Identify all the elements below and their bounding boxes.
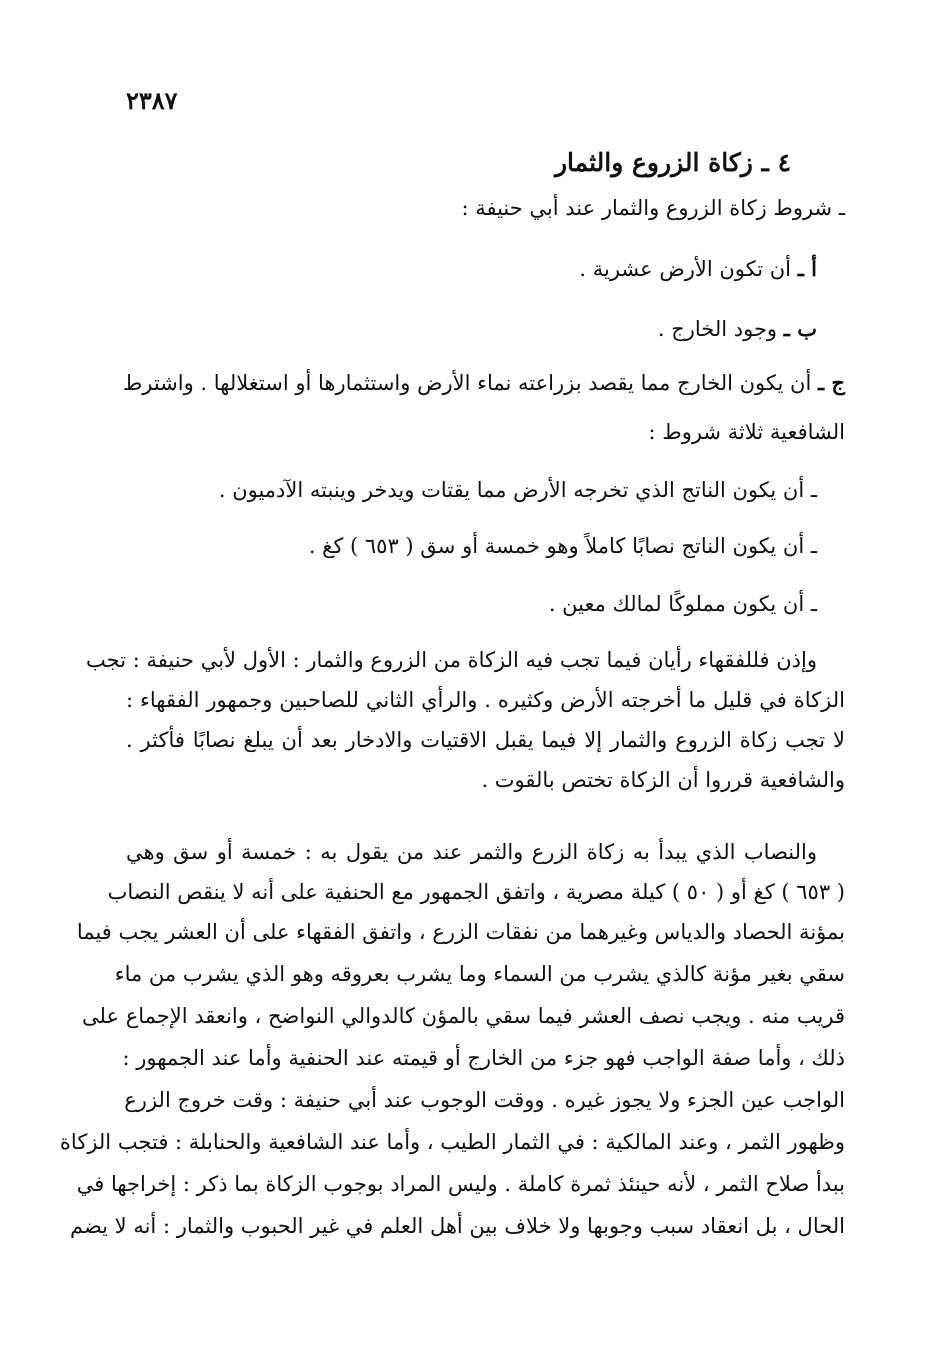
paragraph-line: سقي بغير مؤنة كالذي يشرب من السماء وما يشرب بعروقه وهو الذي يشرب من ماء [114, 962, 845, 986]
condition-text: أن يكون الخارج مما يقصد بزراعته نماء الأرض واستثمارها أو استغلالها . واشترط [122, 371, 812, 395]
condition-text: أن تكون الأرض عشرية . [579, 257, 791, 281]
paragraph-line: الزكاة في قليل ما أخرجته الأرض وكثيره . والرأي الثاني للصاحبين وجمهور الفقهاء : [126, 688, 845, 712]
paragraph-line: الحال ، بل انعقاد سبب وجوبها ولا خلاف بين أهل العلم في غير الحبوب والثمار : أنه لا يضم [69, 1214, 845, 1238]
condition-item-a [579, 256, 817, 281]
condition-prefix: أ ـ [797, 256, 817, 281]
shafii-condition-3: ـ أن يكون مملوكًا لمالك معين . [548, 592, 817, 616]
condition-prefix: ج ـ [817, 370, 845, 395]
page-number: ٢٣٨٧ [126, 86, 178, 115]
conditions-intro: ـ شروط زكاة الزروع والثمار عند أبي حنيفة : [461, 196, 845, 220]
paragraph-line: والشافعية قرروا أن الزكاة تختص بالقوت . [481, 768, 845, 792]
section-title: ٤ ـ زكاة الزروع والثمار [554, 148, 791, 177]
paragraph-line: بمؤنة الحصاد والدياس وغيرهما من نفقات الزرع ، واتفق الفقهاء على أن العشر يجب فيما [76, 920, 845, 944]
shafii-condition-2: ـ أن يكون الناتج نصابًا كاملاً وهو خمسة أو سق ( ٦٥٣ ) كغ . [308, 534, 817, 558]
condition-item-c [122, 370, 845, 395]
paragraph-line: وإذن فللفقهاء رأيان فيما تجب فيه الزكاة من الزروع والثمار : الأول لأبي حنيفة : تجب [86, 648, 817, 672]
condition-item-b [658, 316, 817, 341]
paragraph-line: قريب منه . ويجب نصف العشر فيما سقي بالمؤن كالدوالي النواضح ، وانعقد الإجماع على [82, 1004, 845, 1028]
paragraph-line: ذلك ، وأما صفة الواجب فهو جزء من الخارج أو قيمته عند الحنفية وأما عند الجمهور : [122, 1046, 845, 1070]
shafii-condition-1: ـ أن يكون الناتج الذي تخرجه الأرض مما يقتات ويدخر وينبته الآدميون . [218, 478, 817, 502]
paragraph-line: ( ٦٥٣ ) كغ أو ( ٥٠ ) كيلة مصرية ، واتفق الجمهور مع الحنفية على أنه لا ينقص النصاب [107, 880, 845, 904]
paragraph-line: الواجب عين الجزء ولا يجوز غيره . ووقت الوجوب عند أبي حنيفة : وقت خروج الزرع [124, 1088, 845, 1112]
paragraph-line: ببدأ صلاح الثمر ، لأنه حينئذ ثمرة كاملة . وليس المراد بوجوب الزكاة بما ذكر : إخراجها في [76, 1172, 845, 1196]
condition-text: وجود الخارج . [657, 317, 778, 341]
condition-prefix: ب ـ [783, 316, 817, 341]
paragraph-line: لا تجب زكاة الزروع والثمار إلا فيما يقبل الاقتيات والادخار بعد أن يبلغ نصابًا فأكثر . [126, 728, 845, 752]
condition-c-continuation: الشافعية ثلاثة شروط : [648, 420, 845, 444]
paragraph-line: وظهور الثمر ، وعند المالكية : في الثمار الطيب ، وأما عند الشافعية والحنابلة : فتجب الزكاة [59, 1130, 845, 1154]
paragraph-line: والنصاب الذي يبدأ به زكاة الزرع والثمر عند من يقول به : خمسة أو سق وهي [126, 840, 817, 864]
